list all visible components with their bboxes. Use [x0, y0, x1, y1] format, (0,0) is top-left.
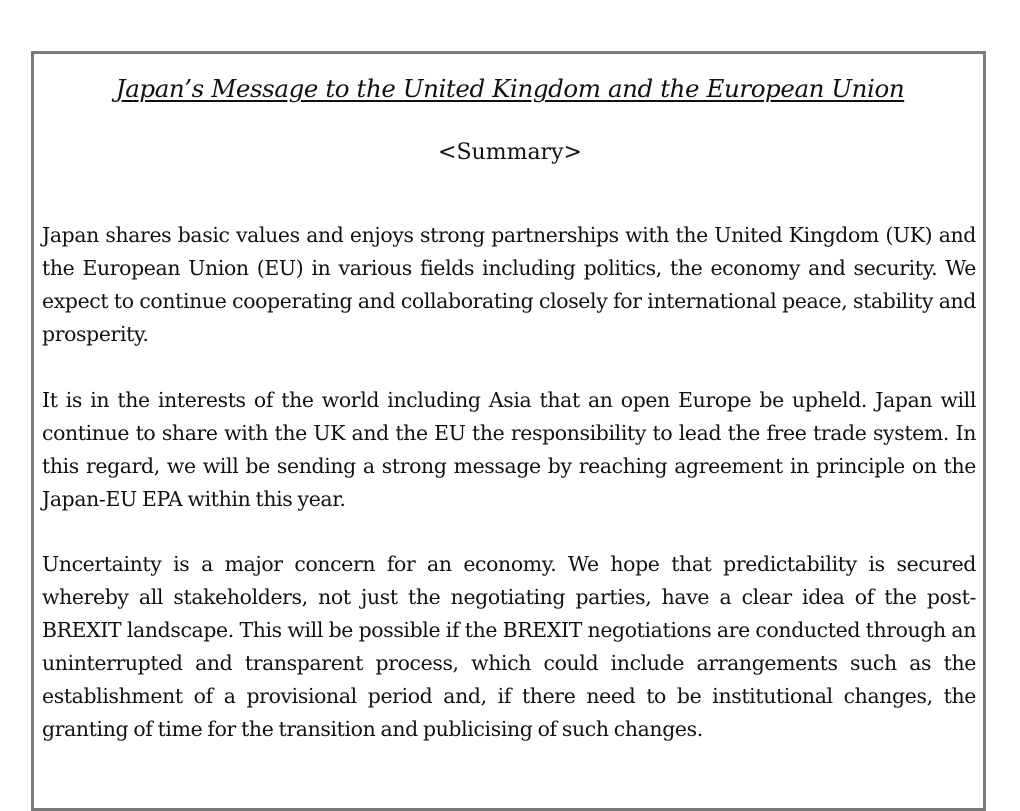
- document-subtitle: <Summary>: [438, 140, 582, 165]
- paragraph-uncertainty: Uncertainty is a major concern for an economy. We hope that predictability is secured whereby all stakeholders, not just the negotiating parties, have a clear idea of the post-BREXIT landscape. This will be possible if the BREXIT negotiations are conducted through an uninterrupted and transparent process, which could include arrangements such as the establishment of a provisional period and, if there need to be institutional changes, the granting of time for the transition and publicising of such changes.: [42, 552, 976, 741]
- document-title: Japan’s Message to the United Kingdom and the European Union: [115, 74, 905, 103]
- paragraph-partnership: Japan shares basic values and enjoys strong partnerships with the United Kingdom (UK) and the European Union (EU) in various fields including politics, the economy and security. We expect to continue cooperating and collaborating closely for international peace, stability and prosperity.: [42, 223, 976, 346]
- paragraph-open-europe: It is in the interests of the world including Asia that an open Europe be upheld. Japan will continue to share with the UK and the EU the responsibility to lead the free trade system. In this regard, we will be sending a strong message by reaching agreement in principle on the Japan-EU EPA within this year.: [42, 388, 976, 511]
